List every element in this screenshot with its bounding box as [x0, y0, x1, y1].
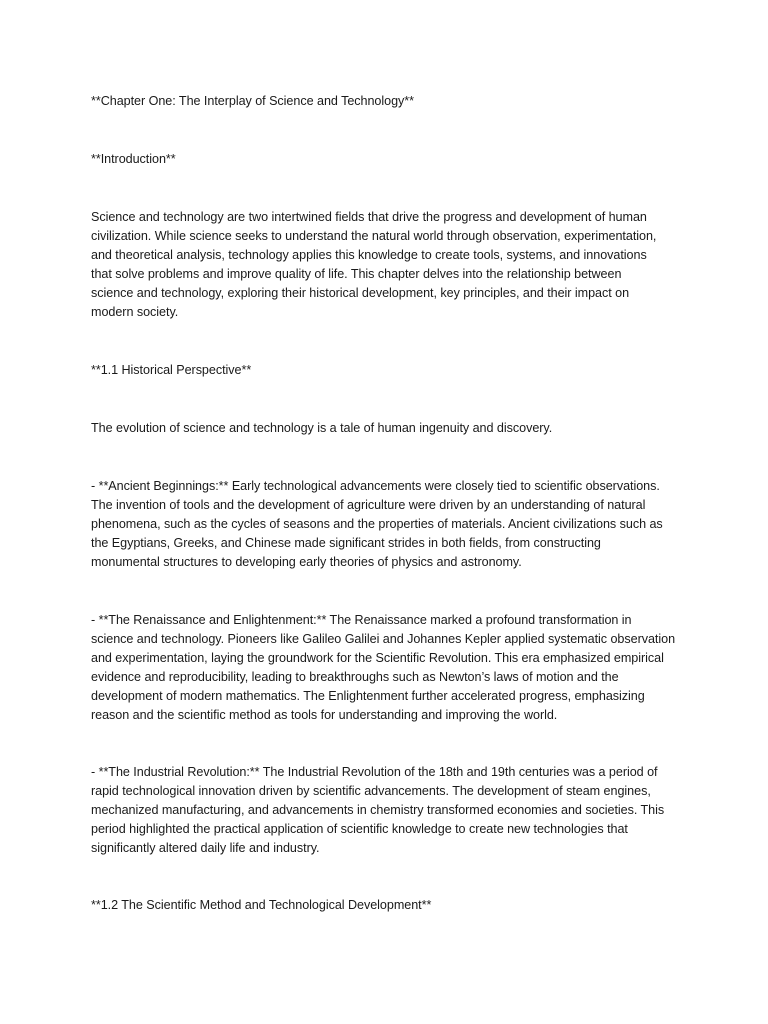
chapter-title: **Chapter One: The Interplay of Science and Technology**: [91, 94, 414, 108]
paragraph-line: significantly altered daily life and industry.: [91, 841, 320, 855]
section-1-2-heading: **1.2 The Scientific Method and Technological Development**: [91, 898, 432, 912]
paragraph-line: reason and the scientific method as tools for understanding and improving the world.: [91, 708, 558, 722]
paragraph-line: and theoretical analysis, technology applies this knowledge to create tools, systems, and innovations: [91, 248, 647, 262]
paragraph-line: the Egyptians, Greeks, and Chinese made significant strides in both fields, from constructing: [91, 536, 601, 550]
paragraph-line: phenomena, such as the cycles of seasons and the properties of materials. Ancient civilizations such as: [91, 517, 663, 531]
paragraph-line: - **Ancient Beginnings:** Early technological advancements were closely tied to scientific observations.: [91, 479, 660, 493]
intro-heading: **Introduction**: [91, 152, 176, 166]
paragraph-line: period highlighted the practical application of scientific knowledge to create new technologies that: [91, 822, 628, 836]
paragraph-line: mechanized manufacturing, and advancements in chemistry transformed economies and societies. This: [91, 803, 665, 817]
paragraph-line: evidence and reproducibility, leading to breakthroughs such as Newton’s laws of motion and the: [91, 670, 619, 684]
paragraph-line: - **The Industrial Revolution:** The Industrial Revolution of the 18th and 19th centuries was a period of: [91, 765, 658, 779]
paragraph-line: rapid technological innovation driven by scientific advancements. The development of steam engines,: [91, 784, 651, 798]
paragraph-line: modern society.: [91, 305, 179, 319]
paragraph-line: - **The Renaissance and Enlightenment:** The Renaissance marked a profound transformation in: [91, 613, 632, 627]
paragraph-line: science and technology. Pioneers like Galileo Galilei and Johannes Kepler applied systematic observation: [91, 632, 676, 646]
paragraph-line: Science and technology are two intertwined fields that drive the progress and development of human: [91, 210, 647, 224]
paragraph-line: that solve problems and improve quality of life. This chapter delves into the relationship between: [91, 267, 622, 281]
paragraph-line: development of modern mathematics. The Enlightenment further accelerated progress, emphasizing: [91, 689, 645, 703]
section-1-1-intro: The evolution of science and technology is a tale of human ingenuity and discovery.: [91, 421, 553, 435]
section-1-1-heading: **1.1 Historical Perspective**: [91, 363, 252, 377]
paragraph-line: science and technology, exploring their historical development, key principles, and their impact on: [91, 286, 630, 300]
paragraph-line: civilization. While science seeks to understand the natural world through observation, experimentation,: [91, 229, 657, 243]
paragraph-line: monumental structures to developing early theories of physics and astronomy.: [91, 555, 522, 569]
paragraph-line: and experimentation, laying the groundwork for the Scientific Revolution. This era emphasized empirical: [91, 651, 664, 665]
paragraph-line: The invention of tools and the development of agriculture were driven by an understanding of natural: [91, 498, 646, 512]
